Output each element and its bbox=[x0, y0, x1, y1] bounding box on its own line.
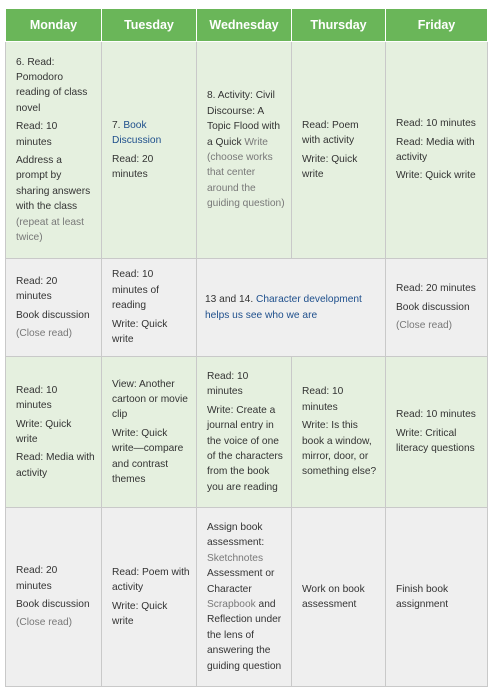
scrapbook-term: Scrapbook bbox=[207, 599, 256, 610]
cell-text: Read: 20 minutes bbox=[112, 153, 154, 180]
weekly-lesson-plan bbox=[5, 8, 487, 685]
cell-wednesday bbox=[197, 508, 292, 687]
cell-tuesday bbox=[102, 42, 197, 259]
cell-text: Write: Critical literacy questions bbox=[396, 427, 475, 455]
cell-tuesday bbox=[102, 259, 197, 357]
character-development-link[interactable]: Character development helps us see who we are bbox=[205, 294, 362, 321]
cell-thursday bbox=[292, 42, 386, 259]
cell-text: Book discussion bbox=[16, 309, 90, 321]
cell-text: View: Another cartoon or movie clip bbox=[112, 378, 188, 421]
header-thursday: Thursday bbox=[292, 9, 386, 42]
header-tuesday: Tuesday bbox=[102, 9, 197, 42]
cell-text: Write: Quick write bbox=[302, 153, 358, 180]
cell-wednesday bbox=[197, 357, 292, 508]
cell-text bbox=[205, 292, 379, 323]
cell-text: Read: Poem with activity bbox=[302, 119, 359, 147]
cell-text: Read: 10 minutes bbox=[207, 370, 249, 398]
cell-text: Write: Quick write bbox=[396, 170, 476, 182]
table-row bbox=[6, 508, 488, 687]
cell-text: Read: 10 minutes bbox=[396, 118, 476, 130]
cell-text: Write: Is this book a window, mirror, door, or something else? bbox=[302, 420, 377, 478]
cell-friday bbox=[386, 42, 488, 259]
cell-text: Finish book assignment bbox=[396, 583, 449, 610]
book-discussion-link[interactable]: Book Discussion bbox=[112, 119, 162, 147]
cell-text-main: Address a prompt by sharing answers with the class bbox=[16, 155, 91, 213]
cell-text bbox=[16, 153, 95, 245]
table-row bbox=[6, 42, 488, 259]
cell-text: Write: Create a journal entry in the voice of one of the characters from the book you are reading bbox=[207, 404, 283, 493]
cell-note: Write (choose works that center around the guiding question) bbox=[207, 136, 285, 210]
cell-text bbox=[207, 88, 285, 211]
header-wednesday: Wednesday bbox=[197, 9, 292, 42]
cell-text: Read: Media with activity bbox=[396, 136, 475, 163]
cell-note: (repeat at least twice) bbox=[16, 216, 84, 244]
cell-text: Read: 20 minutes bbox=[16, 565, 58, 592]
cell-text: Read: 10 minutes bbox=[16, 384, 58, 412]
cell-text: Work on book assessment bbox=[302, 583, 365, 610]
cell-text: Read: Poem with activity bbox=[112, 566, 190, 594]
cell-friday bbox=[386, 259, 488, 357]
cell-text: Book discussion bbox=[16, 599, 90, 610]
cell-wednesday-thursday bbox=[197, 259, 386, 357]
table-row bbox=[6, 259, 488, 357]
lesson-number: 7. bbox=[112, 119, 124, 131]
cell-text: Read: 10 minutes bbox=[396, 409, 476, 421]
cell-text: Read: 10 minutes of reading bbox=[112, 269, 159, 312]
header-friday: Friday bbox=[386, 9, 488, 42]
header-row bbox=[6, 9, 488, 42]
schedule-table bbox=[5, 8, 488, 687]
cell-tuesday bbox=[102, 357, 197, 508]
cell-note: (Close read) bbox=[396, 320, 453, 332]
table-row bbox=[6, 357, 488, 508]
cell-tuesday bbox=[102, 508, 197, 687]
cell-text bbox=[207, 520, 285, 674]
cell-text: Read: 10 minutes bbox=[302, 386, 344, 413]
cell-monday bbox=[6, 42, 102, 259]
cell-text: Write: Quick write—compare and contrast themes bbox=[112, 427, 184, 486]
cell-friday bbox=[386, 357, 488, 508]
cell-friday bbox=[386, 508, 488, 687]
cell-monday bbox=[6, 508, 102, 687]
cell-text-main: 8. Activity: Civil Discourse: A Topic Flood with a Quick bbox=[207, 90, 281, 148]
cell-monday bbox=[6, 357, 102, 508]
header-monday: Monday bbox=[6, 9, 102, 42]
lesson-number: 13 and 14. bbox=[205, 294, 256, 306]
cell-text-main: Assign book assessment: bbox=[207, 521, 265, 549]
cell-text bbox=[112, 118, 190, 149]
cell-text: Read: Media with activity bbox=[16, 452, 95, 479]
cell-monday bbox=[6, 259, 102, 357]
cell-text: Write: Quick write bbox=[112, 600, 168, 627]
cell-text: Read: 10 minutes bbox=[16, 121, 58, 148]
cell-note: (Close read) bbox=[16, 327, 73, 339]
cell-text: Write: Quick write bbox=[112, 318, 168, 346]
cell-wednesday bbox=[197, 42, 292, 259]
cell-thursday bbox=[292, 357, 386, 508]
sketchnotes-term: Sketchnotes bbox=[207, 552, 264, 564]
cell-text: Write: Quick write bbox=[16, 418, 72, 445]
cell-thursday bbox=[292, 508, 386, 687]
cell-text-main: Assessment or Character bbox=[207, 568, 275, 595]
cell-text: 6. Read: Pomodoro reading of class novel bbox=[16, 56, 88, 114]
cell-note: (Close read) bbox=[16, 617, 73, 629]
cell-text: Book discussion bbox=[396, 301, 470, 313]
cell-text-main: and Reflection under the lens of answering the guiding question bbox=[207, 599, 282, 672]
cell-text: Read: 20 minutes bbox=[16, 275, 58, 303]
cell-text: Read: 20 minutes bbox=[396, 283, 476, 295]
